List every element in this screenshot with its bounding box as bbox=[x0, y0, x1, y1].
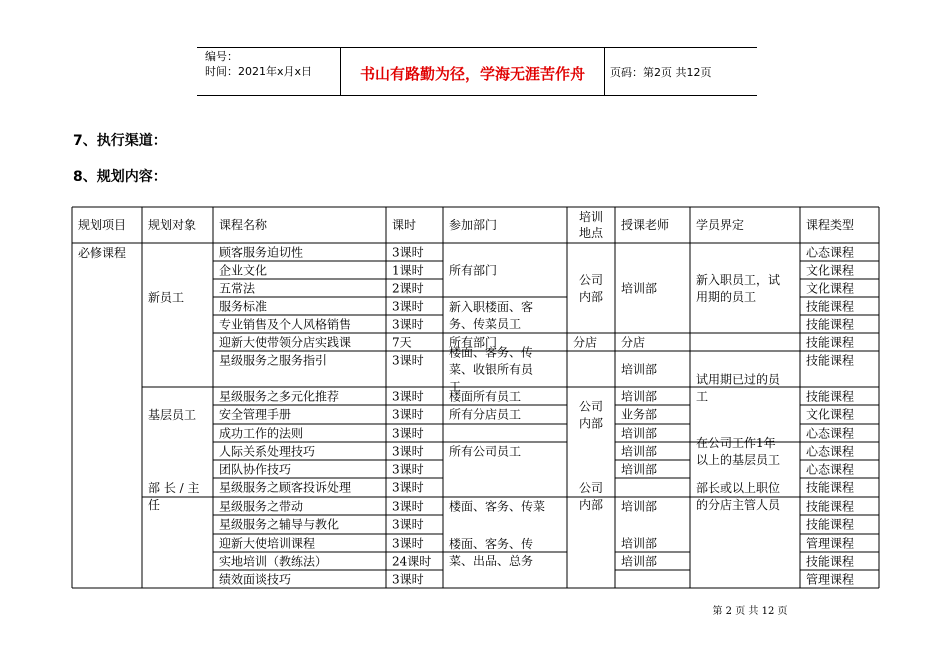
course-hours: 3课时 bbox=[392, 317, 424, 332]
course-type: 技能课程 bbox=[806, 499, 855, 514]
category-cell: 必修课程 bbox=[78, 246, 127, 260]
course-type: 技能课程 bbox=[806, 299, 855, 314]
target-cell: 基层员工 bbox=[148, 408, 197, 422]
teacher-cell: 培训部 bbox=[621, 281, 658, 296]
target-cell: 新员工 bbox=[148, 290, 185, 305]
course-type: 技能课程 bbox=[806, 389, 855, 404]
course-hours: 3课时 bbox=[392, 444, 424, 459]
course-name: 团队协作技巧 bbox=[219, 462, 292, 477]
target-cell: 任 bbox=[148, 498, 161, 512]
teacher-cell: 培训部 bbox=[621, 444, 658, 459]
course-hours: 2课时 bbox=[392, 281, 424, 296]
dept-cell: 菜、收银所有员 bbox=[449, 362, 534, 377]
place-cell: 内部 bbox=[578, 290, 604, 304]
dept-cell: 所有公司员工 bbox=[449, 444, 522, 459]
column-header: 规划项目 bbox=[78, 218, 127, 232]
column-header: 课程类型 bbox=[806, 218, 855, 232]
course-type: 技能课程 bbox=[806, 480, 855, 495]
header-motto: 书山有路勤为径，学海无涯苦作舟 bbox=[359, 65, 585, 83]
teacher-cell: 培训部 bbox=[621, 362, 658, 377]
course-name: 顾客服务迫切性 bbox=[219, 245, 304, 260]
page-info: 页码：第2页 共12页 bbox=[610, 66, 712, 79]
course-hours: 1课时 bbox=[392, 263, 424, 278]
course-hours: 3课时 bbox=[392, 517, 424, 532]
dept-cell: 务、传菜员工 bbox=[449, 317, 522, 331]
dept-cell: 楼面、客务、传 bbox=[449, 537, 534, 551]
place-cell: 分店 bbox=[573, 335, 598, 350]
target-cell: 部 长 / 主 bbox=[148, 481, 200, 495]
course-hours: 3课时 bbox=[392, 480, 424, 495]
column-header: 授课老师 bbox=[621, 218, 670, 232]
document-time: 时间：2021年x月x日 bbox=[205, 65, 313, 78]
course-name: 星级服务之辅导与教化 bbox=[219, 517, 340, 532]
trainee-cell: 新入职员工，试 bbox=[696, 273, 781, 287]
teacher-cell: 培训部 bbox=[621, 462, 658, 477]
course-type: 心态课程 bbox=[806, 444, 855, 459]
teacher-cell: 培训部 bbox=[621, 536, 658, 551]
column-header: 学员界定 bbox=[696, 218, 745, 232]
course-type: 管理课程 bbox=[806, 536, 855, 551]
teacher-cell: 培训部 bbox=[621, 426, 658, 441]
place-cell: 内部 bbox=[578, 498, 604, 512]
column-header: 课时 bbox=[392, 218, 417, 232]
course-hours: 3课时 bbox=[392, 426, 424, 441]
course-hours: 3课时 bbox=[392, 299, 424, 314]
document-number: 编号： bbox=[205, 50, 238, 63]
trainee-cell: 试用期已过的员 bbox=[696, 372, 781, 387]
dept-cell: 楼面、客务、传菜 bbox=[449, 499, 546, 514]
teacher-cell: 培训部 bbox=[621, 499, 658, 514]
course-name: 安全管理手册 bbox=[219, 407, 292, 422]
column-header: 课程名称 bbox=[219, 218, 268, 232]
dept-cell: 所有部门 bbox=[449, 263, 498, 278]
course-type: 文化课程 bbox=[806, 407, 855, 422]
course-name: 星级服务之顾客投诉处理 bbox=[219, 480, 352, 495]
course-name: 星级服务之服务指引 bbox=[219, 353, 328, 368]
teacher-cell: 分店 bbox=[621, 335, 646, 350]
teacher-cell: 培训部 bbox=[621, 389, 658, 404]
section-heading-channels: 7、执行渠道： bbox=[73, 133, 167, 149]
trainee-cell: 用期的员工 bbox=[696, 290, 757, 304]
course-name: 星级服务之多元化推荐 bbox=[219, 389, 340, 404]
dept-cell: 菜、出品、总务 bbox=[449, 554, 534, 568]
course-type: 文化课程 bbox=[806, 263, 855, 278]
course-hours: 3课时 bbox=[392, 407, 424, 422]
course-name: 服务标准 bbox=[219, 299, 268, 314]
trainee-cell: 的分店主管人员 bbox=[696, 498, 781, 512]
place-cell: 内部 bbox=[578, 416, 604, 431]
course-type: 心态课程 bbox=[806, 426, 855, 441]
dept-cell: 所有分店员工 bbox=[449, 407, 522, 422]
dept-cell: 新入职楼面、客 bbox=[449, 300, 534, 314]
course-name: 星级服务之带动 bbox=[219, 499, 304, 514]
section-heading-content: 8、规划内容： bbox=[73, 169, 167, 185]
place-cell: 公司 bbox=[578, 273, 604, 287]
course-type: 技能课程 bbox=[806, 554, 855, 569]
course-type: 心态课程 bbox=[806, 462, 855, 477]
course-name: 五常法 bbox=[219, 281, 256, 296]
course-hours: 3课时 bbox=[392, 536, 424, 551]
dept-cell: 所有部门 bbox=[449, 335, 498, 350]
column-header: 规划对象 bbox=[148, 218, 197, 232]
column-header: 地点 bbox=[578, 226, 604, 240]
trainee-cell: 以上的基层员工 bbox=[696, 453, 781, 467]
course-name: 人际关系处理技巧 bbox=[219, 444, 316, 459]
teacher-cell: 培训部 bbox=[621, 554, 658, 569]
course-name: 迎新大使带领分店实践课 bbox=[219, 335, 352, 350]
teacher-cell: 业务部 bbox=[621, 407, 658, 422]
dept-cell: 工 bbox=[449, 379, 462, 394]
trainee-cell: 部长或以上职位 bbox=[696, 481, 781, 495]
course-hours: 24课时 bbox=[392, 554, 432, 569]
course-name: 迎新大使培训课程 bbox=[219, 536, 316, 551]
trainee-cell: 工 bbox=[696, 389, 709, 404]
trainee-cell: 在公司工作1年 bbox=[696, 436, 776, 450]
place-cell: 公司 bbox=[578, 481, 604, 495]
course-name: 成功工作的法则 bbox=[219, 426, 304, 441]
course-hours: 3课时 bbox=[392, 389, 424, 404]
course-type: 技能课程 bbox=[806, 517, 855, 532]
place-cell: 公司 bbox=[578, 399, 604, 414]
column-header: 培训 bbox=[578, 210, 604, 224]
course-name: 实地培训（教练法） bbox=[219, 554, 328, 569]
course-hours: 3课时 bbox=[392, 462, 424, 477]
course-type: 技能课程 bbox=[806, 353, 855, 368]
page-footer: 第 2 页 共 12 页 bbox=[712, 606, 788, 617]
course-hours: 3课时 bbox=[392, 245, 424, 260]
dept-cell: 楼面、客务、传 bbox=[449, 345, 534, 360]
course-hours: 7天 bbox=[392, 335, 412, 350]
course-name: 专业销售及个人风格销售 bbox=[219, 317, 352, 332]
course-type: 技能课程 bbox=[806, 317, 855, 332]
column-header: 参加部门 bbox=[449, 218, 498, 232]
course-type: 管理课程 bbox=[806, 572, 855, 587]
course-hours: 3课时 bbox=[392, 353, 424, 368]
course-hours: 3课时 bbox=[392, 572, 424, 587]
dept-cell: 楼面所有员工 bbox=[449, 389, 522, 404]
course-name: 绩效面谈技巧 bbox=[219, 572, 292, 587]
course-type: 技能课程 bbox=[806, 335, 855, 350]
course-name: 企业文化 bbox=[219, 263, 268, 278]
course-hours: 3课时 bbox=[392, 499, 424, 514]
course-type: 心态课程 bbox=[806, 245, 855, 260]
course-type: 文化课程 bbox=[806, 281, 855, 296]
